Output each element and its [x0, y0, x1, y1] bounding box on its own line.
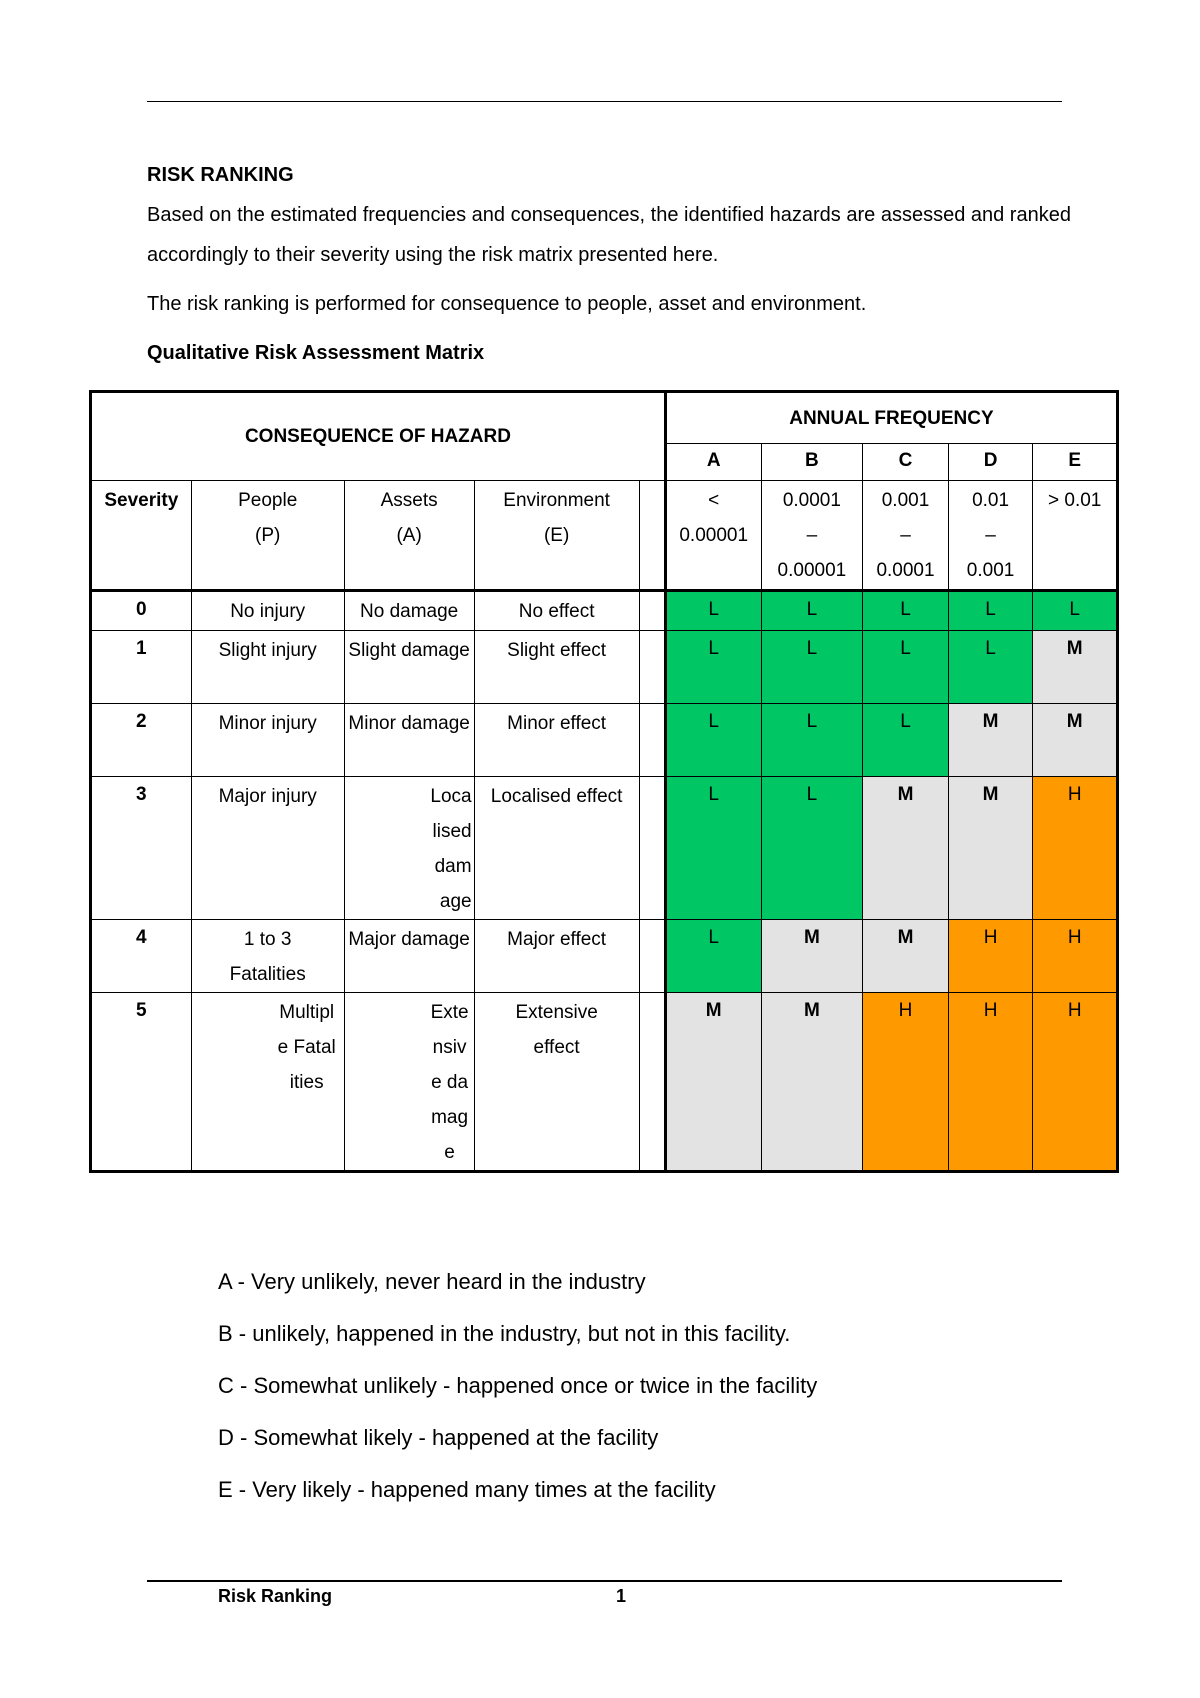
- rating-cell: L: [863, 704, 949, 777]
- rating-cell: L: [665, 631, 761, 704]
- environment-cell: Slight effect: [474, 631, 639, 704]
- freq-letter-d: D: [948, 444, 1033, 481]
- people-cell: [191, 920, 344, 993]
- rating-cell: L: [761, 777, 863, 920]
- assets-cell-text: Extensive damage: [430, 1002, 469, 1163]
- rating-cell: L: [665, 591, 761, 631]
- rating-cell: M: [665, 993, 761, 1172]
- table-row: [91, 704, 1118, 777]
- spacer-cell: [639, 993, 665, 1172]
- spacer-cell: [639, 481, 665, 591]
- rating-cell: L: [761, 591, 863, 631]
- freq-letter-a: A: [665, 444, 761, 481]
- environment-cell: Localised effect: [474, 777, 639, 920]
- legend-item-a: A - Very unlikely, never heard in the industry: [218, 1269, 646, 1294]
- spacer-cell: [639, 631, 665, 704]
- rating-cell: L: [948, 631, 1033, 704]
- rating-cell: M: [948, 704, 1033, 777]
- environment-cell: Minor effect: [474, 704, 639, 777]
- assets-cell: [344, 993, 474, 1172]
- freq-value-b: 0.0001 – 0.00001: [761, 481, 863, 591]
- freq-value-e: > 0.01: [1033, 481, 1118, 591]
- freq-value-c: 0.001 – 0.0001: [863, 481, 949, 591]
- table-row: [91, 920, 1118, 993]
- people-cell: [191, 993, 344, 1172]
- legend-item-c: C - Somewhat unlikely - happened once or twice in the facility: [218, 1373, 818, 1398]
- legend-item-e: E - Very likely - happened many times at the facility: [218, 1477, 716, 1502]
- intro-paragraph: Based on the estimated frequencies and consequences, the identified hazards are assessed and ranked accordingly to their severity using the risk matrix presented here.: [147, 204, 1071, 266]
- assets-cell: Minor damage: [344, 704, 474, 777]
- frequency-header: ANNUAL FREQUENCY: [665, 392, 1117, 444]
- severity-value: 3: [91, 777, 192, 920]
- severity-value: 5: [91, 993, 192, 1172]
- rating-cell: L: [1033, 591, 1118, 631]
- assets-cell: Slight damage: [344, 631, 474, 704]
- rating-cell: M: [948, 777, 1033, 920]
- risk-matrix-table: [89, 390, 1119, 1173]
- freq-letter-c: C: [863, 444, 949, 481]
- rating-cell: L: [665, 777, 761, 920]
- rating-cell: H: [1033, 777, 1118, 920]
- table-row: [91, 591, 1118, 631]
- severity-column-header: Severity: [91, 481, 192, 591]
- rating-cell: M: [761, 993, 863, 1172]
- assets-cell: No damage: [344, 591, 474, 631]
- spacer-cell: [639, 704, 665, 777]
- rating-cell: M: [863, 920, 949, 993]
- matrix-title: Qualitative Risk Assessment Matrix: [147, 342, 485, 364]
- freq-value-a: < 0.00001: [665, 481, 761, 591]
- rating-cell: L: [761, 704, 863, 777]
- legend-item-b: B - unlikely, happened in the industry, but not in this facility.: [218, 1321, 791, 1346]
- rating-cell: M: [1033, 631, 1118, 704]
- assets-cell-text: Localised damage: [430, 786, 472, 912]
- top-rule: [147, 101, 1062, 102]
- severity-value: 4: [91, 920, 192, 993]
- footer-rule: [147, 1580, 1062, 1582]
- assets-column-header: Assets (A): [344, 481, 474, 591]
- rating-cell: H: [948, 920, 1033, 993]
- environment-column-header: Environment (E): [474, 481, 639, 591]
- people-cell-text: Multiple Fatalities: [277, 1002, 336, 1093]
- severity-value: 1: [91, 631, 192, 704]
- page-heading: RISK RANKING: [147, 164, 294, 186]
- severity-value: 0: [91, 591, 192, 631]
- rating-cell: L: [863, 631, 949, 704]
- table-row: [91, 777, 1118, 920]
- spacer-cell: [639, 920, 665, 993]
- freq-letter-b: B: [761, 444, 863, 481]
- environment-cell: No effect: [474, 591, 639, 631]
- rating-cell: H: [863, 993, 949, 1172]
- rating-cell: M: [1033, 704, 1118, 777]
- rating-cell: L: [863, 591, 949, 631]
- people-cell: No injury: [191, 591, 344, 631]
- people-cell: Slight injury: [191, 631, 344, 704]
- legend-item-d: D - Somewhat likely - happened at the facility: [218, 1425, 659, 1450]
- rating-cell: H: [948, 993, 1033, 1172]
- scope-paragraph: The risk ranking is performed for consequence to people, asset and environment.: [147, 293, 867, 315]
- people-cell: Minor injury: [191, 704, 344, 777]
- consequence-header: CONSEQUENCE OF HAZARD: [91, 392, 666, 481]
- rating-cell: L: [665, 704, 761, 777]
- footer-title: Risk Ranking: [218, 1586, 333, 1606]
- spacer-cell: [639, 591, 665, 631]
- assets-cell: [344, 777, 474, 920]
- table-row: [91, 631, 1118, 704]
- rating-cell: L: [761, 631, 863, 704]
- spacer-cell: [639, 777, 665, 920]
- rating-cell: H: [1033, 920, 1118, 993]
- rating-cell: L: [665, 920, 761, 993]
- people-cell: Major injury: [191, 777, 344, 920]
- rating-cell: L: [948, 591, 1033, 631]
- freq-letter-e: E: [1033, 444, 1118, 481]
- rating-cell: M: [761, 920, 863, 993]
- people-cell-text: 1 to 3 Fatalities: [229, 929, 306, 985]
- rating-cell: M: [863, 777, 949, 920]
- people-column-header: People (P): [191, 481, 344, 591]
- table-row: [91, 993, 1118, 1172]
- environment-cell: [474, 993, 639, 1172]
- rating-cell: H: [1033, 993, 1118, 1172]
- freq-value-d: 0.01 – 0.001: [948, 481, 1033, 591]
- severity-value: 2: [91, 704, 192, 777]
- environment-cell-text: Extensive effect: [515, 1002, 598, 1058]
- assets-cell: Major damage: [344, 920, 474, 993]
- page-number: 1: [616, 1586, 627, 1606]
- environment-cell: Major effect: [474, 920, 639, 993]
